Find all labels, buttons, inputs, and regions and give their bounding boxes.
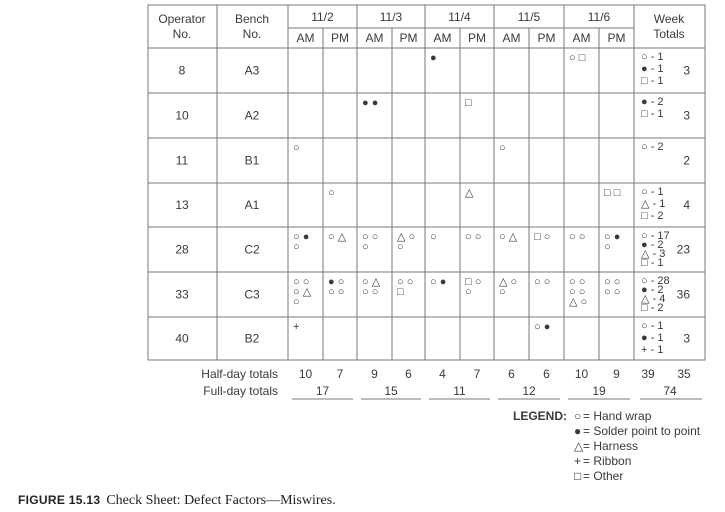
defect-marks: ○ ○ (362, 286, 379, 298)
defect-marks: ○ △ (293, 286, 312, 298)
date-header: 11/4 (448, 10, 471, 24)
operator-header: Operator (158, 12, 206, 26)
defect-marks: ○ △ (362, 276, 381, 288)
table-row (175, 96, 690, 123)
defect-tally: ● - 1 (641, 332, 664, 344)
operator-number: 28 (175, 242, 189, 257)
defect-marks: □ (397, 286, 404, 298)
defect-marks: ○ (499, 142, 506, 154)
defect-marks: ○ (430, 231, 437, 243)
full-day-total: 12 (522, 384, 536, 398)
legend-symbol: ● (574, 424, 582, 438)
half-day-total: 4 (439, 367, 446, 381)
legend-item (574, 439, 638, 453)
shift-header: AM (572, 31, 591, 45)
bench-header: No. (242, 27, 262, 41)
defect-tally: ○ - 1 (641, 51, 664, 63)
full-day-total: 11 (453, 384, 466, 398)
defect-marks: + (293, 321, 300, 333)
bench-number: B1 (244, 153, 260, 168)
table-row (175, 275, 690, 314)
table-row (179, 51, 691, 87)
week-half-total: 35 (677, 367, 691, 381)
defect-marks: △ ○ (569, 296, 588, 308)
defect-marks: ○ (465, 286, 472, 298)
legend-label: = Solder point to point (583, 424, 701, 438)
row-total: 36 (676, 287, 690, 302)
defect-tally: □ - 2 (641, 210, 664, 222)
defect-tally: ○ - 17 (641, 230, 670, 242)
half-day-total: 6 (405, 367, 412, 381)
table-body (175, 51, 690, 356)
operator-number: 11 (175, 153, 189, 168)
bench-number: A1 (244, 198, 260, 212)
defect-marks: ○ (397, 241, 404, 253)
defect-marks: ● ● (362, 97, 379, 109)
full-day-label: Full-day totals (203, 384, 278, 398)
table-row (175, 230, 690, 269)
figure-title: Check Sheet: Defect Factors—Miswires. (106, 493, 336, 508)
half-day-total: 9 (613, 367, 620, 381)
date-header: 11/2 (311, 10, 334, 24)
half-day-total: 9 (371, 367, 378, 381)
half-day-label: Half-day totals (201, 367, 278, 381)
full-day-total: 15 (384, 384, 398, 398)
date-header: 11/3 (379, 10, 403, 24)
operator-number: 8 (178, 63, 186, 78)
half-day-total: 6 (508, 367, 515, 381)
week-totals-header: Week (653, 12, 685, 26)
legend-label: = Other (583, 469, 624, 483)
defect-tally: □ - 1 (641, 257, 664, 269)
defect-tally: ● - 1 (641, 63, 664, 75)
table-row (176, 141, 691, 168)
defect-marks: ○ ● (430, 276, 447, 288)
legend-item (574, 469, 623, 483)
defect-tally: △ - 4 (641, 293, 666, 305)
row-total: 23 (676, 242, 690, 257)
shift-header: PM (331, 31, 349, 45)
legend-label: = Hand wrap (583, 409, 652, 423)
defect-marks: △ ○ (499, 276, 518, 288)
half-day-total: 10 (574, 367, 589, 381)
totals-rows (201, 367, 702, 399)
defect-marks: ○ (362, 241, 369, 253)
defect-marks: ○ (604, 241, 611, 253)
shift-header: PM (537, 31, 556, 45)
legend-label: = Ribbon (583, 454, 632, 468)
defect-tally: ○ - 2 (641, 141, 664, 153)
table-row (175, 186, 690, 222)
operator-number: 33 (175, 287, 189, 302)
shift-header: PM (468, 31, 486, 45)
bench-number: A3 (244, 63, 260, 78)
half-day-total: 7 (473, 367, 481, 381)
defect-marks: ○ ● (534, 321, 551, 333)
legend-symbol: △ (574, 439, 584, 453)
defect-marks: ○ (499, 286, 506, 298)
operator-header: No. (172, 27, 192, 41)
defect-tally: □ - 2 (641, 302, 664, 314)
defect-marks: ○ ○ (465, 231, 482, 243)
shift-header: AM (502, 31, 521, 45)
bench-number: C2 (244, 242, 260, 257)
row-total: 3 (683, 63, 690, 78)
defect-marks: ○ ○ (293, 276, 310, 288)
defect-marks: ○ ○ (569, 231, 586, 243)
defect-marks: □ (465, 97, 472, 109)
shift-header: PM (399, 31, 418, 45)
defect-tally: ○ - 1 (641, 320, 664, 332)
defect-tally: ● - 2 (641, 239, 664, 251)
defect-marks: ○ □ (569, 52, 586, 64)
half-day-total: 7 (336, 367, 344, 381)
defect-marks: ○ ● (604, 231, 621, 243)
defect-marks: △ (465, 187, 474, 199)
defect-marks: ○ ○ (604, 286, 621, 298)
bench-number: A2 (244, 108, 260, 123)
row-total: 3 (683, 108, 690, 123)
defect-marks: □ ○ (465, 276, 482, 288)
legend-symbol: □ (574, 469, 582, 483)
defect-tally: ○ - 28 (641, 275, 670, 287)
row-total: 4 (683, 198, 690, 212)
defect-marks: □ □ (604, 187, 621, 199)
figure-caption (18, 492, 336, 509)
bench-number: B2 (244, 331, 260, 346)
row-total: 2 (683, 153, 690, 168)
defect-tally: + - 1 (641, 344, 664, 356)
defect-tally: □ - 1 (641, 75, 664, 87)
defect-marks: ○ ○ (362, 231, 379, 243)
legend (513, 409, 701, 483)
legend-symbol: ○ (574, 409, 582, 423)
legend-symbol: + (574, 454, 582, 468)
shift-header: AM (296, 31, 315, 45)
defect-marks: ○ ○ (534, 276, 551, 288)
operator-number: 40 (175, 331, 189, 346)
half-day-total: 10 (298, 367, 313, 381)
defect-marks: ○ ○ (569, 286, 586, 298)
defect-tally: □ - 1 (641, 108, 664, 120)
defect-tally: △ - 3 (641, 248, 666, 260)
defect-marks: ● ○ (328, 276, 345, 288)
defect-tally: ● - 2 (641, 96, 664, 108)
defect-marks: ○ △ (328, 231, 347, 243)
defect-tally: ● - 2 (641, 284, 664, 296)
defect-tally: ○ - 1 (641, 186, 664, 198)
defect-marks: ○ (328, 187, 335, 199)
defect-marks: ○ △ (499, 231, 518, 243)
table-row (175, 320, 690, 356)
date-header: 11/6 (587, 10, 611, 24)
defect-marks: ○ (293, 241, 300, 253)
check-sheet-grid (148, 5, 705, 360)
defect-marks: ○ (293, 296, 300, 308)
legend-item (574, 409, 652, 423)
week-full-total: 74 (663, 384, 677, 398)
defect-marks: ○ ○ (328, 286, 345, 298)
legend-item (574, 424, 701, 438)
full-day-total: 19 (592, 384, 606, 398)
figure-number: FIGURE 15.13 (18, 493, 101, 507)
half-day-total: 6 (543, 367, 550, 381)
shift-header: PM (607, 31, 626, 45)
bench-number: C3 (244, 287, 260, 302)
full-day-total: 17 (315, 384, 330, 398)
operator-number: 13 (175, 198, 189, 212)
defect-marks: ○ ● (293, 231, 310, 243)
week-totals-header: Totals (653, 27, 685, 41)
row-total: 3 (683, 331, 690, 346)
defect-marks: △ ○ (397, 231, 416, 243)
defect-marks: ● (430, 52, 437, 64)
shift-header: AM (365, 31, 384, 45)
defect-marks: □ ○ (534, 231, 551, 243)
defect-marks: ○ ○ (604, 276, 621, 288)
defect-marks: ○ ○ (397, 276, 414, 288)
shift-header: AM (433, 31, 452, 45)
defect-marks: ○ ○ (569, 276, 586, 288)
operator-number: 10 (175, 108, 189, 123)
bench-header: Bench (234, 12, 270, 26)
legend-label: = Harness (583, 439, 639, 453)
legend-title: LEGEND: (513, 409, 567, 423)
date-header: 11/5 (517, 10, 541, 24)
defect-tally: △ - 1 (641, 198, 666, 210)
defect-marks: ○ (293, 142, 300, 154)
legend-item (574, 454, 631, 468)
week-half-total: 39 (641, 367, 655, 381)
